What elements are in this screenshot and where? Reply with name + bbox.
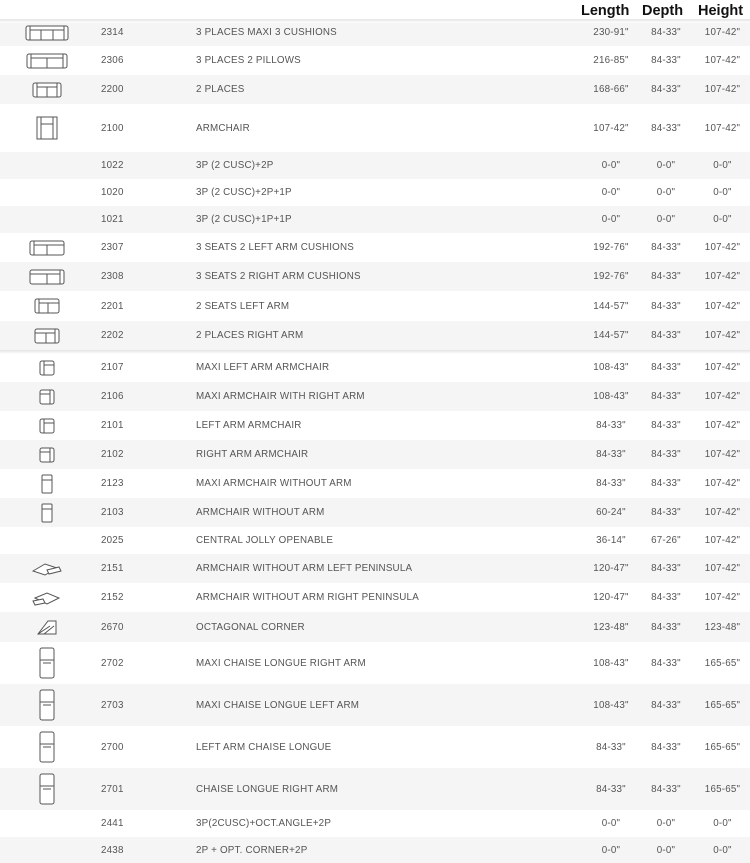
- depth-value: 84-33": [651, 783, 681, 795]
- product-description: 3P (2 CUSC)+1P+1P: [196, 214, 292, 225]
- table-row: [0, 233, 750, 262]
- length-value: 192-76": [593, 271, 629, 282]
- table-row: [0, 498, 750, 527]
- section-divider: [0, 19, 750, 23]
- height-value: 107-42": [704, 535, 741, 546]
- empty-icon-cell: [22, 179, 72, 206]
- product-code: 2152: [101, 592, 124, 603]
- length-value: 84-33": [596, 478, 626, 489]
- header-height: Height: [698, 3, 744, 19]
- table-row: [0, 583, 750, 612]
- product-code: 2107: [101, 362, 124, 373]
- height-value: 107-42": [704, 271, 741, 282]
- depth-value: 84-33": [651, 741, 681, 753]
- length-value: 108-43": [593, 391, 629, 402]
- product-description: ARMCHAIR WITHOUT ARM RIGHT PENINSULA: [196, 592, 419, 603]
- product-code: 2314: [101, 27, 124, 38]
- depth-value: 0-0": [656, 160, 676, 171]
- height-value: 165-65": [704, 741, 741, 753]
- product-description: 3P (2 CUSC)+2P+1P: [196, 187, 292, 198]
- depth-value: 84-33": [651, 84, 681, 95]
- height-value: 107-42": [704, 27, 741, 38]
- product-code: 2200: [101, 84, 124, 95]
- product-code: 2202: [101, 330, 124, 341]
- height-value: 107-42": [704, 122, 741, 134]
- depth-value: 84-33": [651, 330, 681, 341]
- product-description: LEFT ARM ARMCHAIR: [196, 420, 302, 431]
- product-code: 1022: [101, 160, 124, 171]
- height-value: 107-42": [704, 362, 741, 373]
- product-description: 3P (2 CUSC)+2P: [196, 160, 274, 171]
- table-row: [0, 612, 750, 642]
- octagonal-corner-icon: [22, 612, 72, 642]
- height-value: 0-0": [713, 844, 732, 856]
- length-value: 192-76": [593, 242, 629, 253]
- armchair-right-arm-icon: [22, 382, 72, 411]
- height-value: 107-42": [704, 242, 741, 253]
- depth-value: 84-33": [651, 122, 681, 134]
- height-value: 165-65": [704, 657, 741, 669]
- header-depth: Depth: [642, 3, 684, 19]
- table-row: [0, 810, 750, 837]
- depth-value: 84-33": [651, 391, 681, 402]
- depth-value: 84-33": [651, 420, 681, 431]
- table-row: [0, 411, 750, 440]
- product-code: 2307: [101, 242, 124, 253]
- length-value: 144-57": [593, 330, 629, 341]
- product-code: 2201: [101, 300, 124, 312]
- product-code: 2700: [101, 741, 124, 753]
- height-value: 107-42": [704, 507, 741, 518]
- length-value: 84-33": [596, 449, 626, 460]
- empty-icon-cell: [22, 527, 72, 554]
- table-row: [0, 291, 750, 321]
- product-description: 3P(2CUSC)+OCT.ANGLE+2P: [196, 818, 332, 829]
- height-value: 165-65": [704, 699, 741, 711]
- depth-value: 84-33": [651, 271, 681, 282]
- height-value: 107-42": [704, 478, 741, 489]
- product-description: 3 PLACES 2 PILLOWS: [196, 55, 301, 66]
- depth-value: 84-33": [651, 563, 681, 574]
- sofa-3-left-arm-icon: [22, 233, 72, 262]
- product-code: 2100: [101, 122, 124, 134]
- depth-value: 84-33": [651, 657, 681, 669]
- length-value: 216-85": [593, 55, 629, 66]
- armless-chair-icon: [22, 469, 72, 498]
- table-row: [0, 262, 750, 291]
- sofa-2-icon: [22, 75, 72, 104]
- length-value: 120-47": [593, 592, 629, 603]
- table-row: [0, 353, 750, 382]
- height-value: 107-42": [704, 330, 741, 341]
- table-row: [0, 768, 750, 810]
- height-value: 0-0": [713, 214, 732, 225]
- product-description: MAXI CHAISE LONGUE LEFT ARM: [196, 699, 360, 711]
- product-description: RIGHT ARM ARMCHAIR: [196, 449, 309, 460]
- product-code: 2102: [101, 449, 124, 460]
- product-code: 2106: [101, 391, 124, 402]
- product-code: 2101: [101, 420, 124, 431]
- peninsula-left-icon: [22, 554, 72, 583]
- depth-value: 84-33": [651, 55, 681, 66]
- chaise-longue-icon: [22, 726, 72, 768]
- product-description: 2 PLACES: [196, 84, 245, 95]
- table-row: [0, 837, 750, 863]
- section-divider: [0, 350, 750, 354]
- product-code: 2123: [101, 478, 124, 489]
- depth-value: 84-33": [651, 592, 681, 603]
- height-value: 107-42": [704, 449, 741, 460]
- empty-icon-cell: [22, 837, 72, 863]
- table-row: [0, 684, 750, 726]
- armless-chair-icon: [22, 498, 72, 527]
- height-value: 0-0": [713, 160, 732, 171]
- table-row: [0, 104, 750, 152]
- height-value: 107-42": [704, 420, 741, 431]
- product-code: 2438: [101, 844, 124, 856]
- product-description: 2P + OPT. CORNER+2P: [196, 844, 308, 856]
- product-description: 2 SEATS LEFT ARM: [196, 300, 290, 312]
- depth-value: 84-33": [651, 242, 681, 253]
- product-code: 2308: [101, 271, 124, 282]
- height-value: 107-42": [704, 391, 741, 402]
- length-value: 0-0": [601, 187, 621, 198]
- length-value: 107-42": [593, 122, 629, 134]
- chaise-longue-icon: [22, 642, 72, 684]
- height-value: 107-42": [704, 300, 741, 312]
- product-description: MAXI CHAISE LONGUE RIGHT ARM: [196, 657, 366, 669]
- height-value: 107-42": [704, 55, 741, 66]
- length-value: 36-14": [596, 535, 626, 546]
- sofa-3-right-arm-icon: [22, 262, 72, 291]
- depth-value: 67-26": [651, 535, 681, 546]
- table-row: [0, 321, 750, 350]
- product-description: 3 SEATS 2 RIGHT ARM CUSHIONS: [196, 271, 361, 282]
- depth-value: 84-33": [651, 27, 681, 38]
- height-value: 107-42": [704, 563, 741, 574]
- armchair-right-arm-icon: [22, 440, 72, 469]
- product-code: 2151: [101, 563, 124, 574]
- length-value: 144-57": [593, 300, 629, 312]
- product-code: 2441: [101, 818, 124, 829]
- product-code: 1021: [101, 214, 124, 225]
- product-description: ARMCHAIR: [196, 122, 250, 134]
- length-value: 108-43": [593, 657, 629, 669]
- length-value: 0-0": [601, 844, 621, 856]
- length-value: 60-24": [596, 507, 626, 518]
- product-code: 2306: [101, 55, 124, 66]
- product-description: MAXI ARMCHAIR WITH RIGHT ARM: [196, 391, 365, 402]
- height-value: 0-0": [713, 818, 732, 829]
- product-description: CHAISE LONGUE RIGHT ARM: [196, 783, 339, 795]
- armchair-left-arm-icon: [22, 353, 72, 382]
- sofa-2-left-arm-icon: [22, 291, 72, 321]
- length-value: 230-91": [593, 27, 629, 38]
- depth-value: 0-0": [656, 187, 676, 198]
- product-description: CENTRAL JOLLY OPENABLE: [196, 535, 334, 546]
- product-code: 2703: [101, 699, 124, 711]
- height-value: 107-42": [704, 84, 741, 95]
- table-row: [0, 75, 750, 104]
- depth-value: 84-33": [651, 621, 681, 633]
- depth-value: 84-33": [651, 507, 681, 518]
- product-code: 2701: [101, 783, 124, 795]
- depth-value: 84-33": [651, 300, 681, 312]
- height-value: 123-48": [704, 621, 741, 633]
- armchair-icon: [22, 104, 72, 152]
- product-code: 1020: [101, 187, 124, 198]
- depth-value: 84-33": [651, 478, 681, 489]
- product-description: ARMCHAIR WITHOUT ARM: [196, 507, 325, 518]
- product-description: 3 SEATS 2 LEFT ARM CUSHIONS: [196, 242, 355, 253]
- product-description: 2 PLACES RIGHT ARM: [196, 330, 304, 341]
- product-description: 3 PLACES MAXI 3 CUSHIONS: [196, 27, 337, 38]
- depth-value: 0-0": [656, 214, 676, 225]
- chaise-longue-icon: [22, 684, 72, 726]
- table-row: [0, 726, 750, 768]
- length-value: 108-43": [593, 699, 629, 711]
- table-row: [0, 382, 750, 411]
- product-description: OCTAGONAL CORNER: [196, 621, 305, 633]
- table-row: [0, 469, 750, 498]
- table-row: [0, 642, 750, 684]
- table-row: [0, 19, 750, 46]
- empty-icon-cell: [22, 152, 72, 179]
- length-value: 0-0": [601, 214, 621, 225]
- product-description: MAXI ARMCHAIR WITHOUT ARM: [196, 478, 352, 489]
- length-value: 84-33": [596, 741, 626, 753]
- product-code: 2702: [101, 657, 124, 669]
- empty-icon-cell: [22, 206, 72, 233]
- sofa-3-maxi-icon: [22, 19, 72, 46]
- table-row: [0, 206, 750, 233]
- height-value: 107-42": [704, 592, 741, 603]
- empty-icon-cell: [22, 810, 72, 837]
- table-row: [0, 179, 750, 206]
- product-code: 2025: [101, 535, 124, 546]
- product-description: ARMCHAIR WITHOUT ARM LEFT PENINSULA: [196, 563, 413, 574]
- product-description: MAXI LEFT ARM ARMCHAIR: [196, 362, 330, 373]
- sofa-3-2-icon: [22, 46, 72, 75]
- height-value: 165-65": [704, 783, 741, 795]
- depth-value: 84-33": [651, 362, 681, 373]
- product-description: LEFT ARM CHAISE LONGUE: [196, 741, 332, 753]
- table-row: [0, 554, 750, 583]
- sofa-2-right-arm-icon: [22, 321, 72, 350]
- length-value: 84-33": [596, 783, 626, 795]
- depth-value: 0-0": [656, 818, 676, 829]
- depth-value: 84-33": [651, 449, 681, 460]
- length-value: 168-66": [593, 84, 629, 95]
- product-code: 2103: [101, 507, 124, 518]
- length-value: 108-43": [593, 362, 629, 373]
- length-value: 120-47": [593, 563, 629, 574]
- depth-value: 0-0": [656, 844, 676, 856]
- product-code: 2670: [101, 621, 124, 633]
- table-row: [0, 152, 750, 179]
- table-row: [0, 440, 750, 469]
- header-length: Length: [581, 3, 630, 19]
- armchair-left-arm-icon: [22, 411, 72, 440]
- table-row: [0, 46, 750, 75]
- length-value: 123-48": [593, 621, 629, 633]
- peninsula-right-icon: [22, 583, 72, 612]
- chaise-longue-icon: [22, 768, 72, 810]
- table-row: [0, 527, 750, 554]
- length-value: 0-0": [601, 818, 621, 829]
- depth-value: 84-33": [651, 699, 681, 711]
- length-value: 0-0": [601, 160, 621, 171]
- length-value: 84-33": [596, 420, 626, 431]
- height-value: 0-0": [713, 187, 732, 198]
